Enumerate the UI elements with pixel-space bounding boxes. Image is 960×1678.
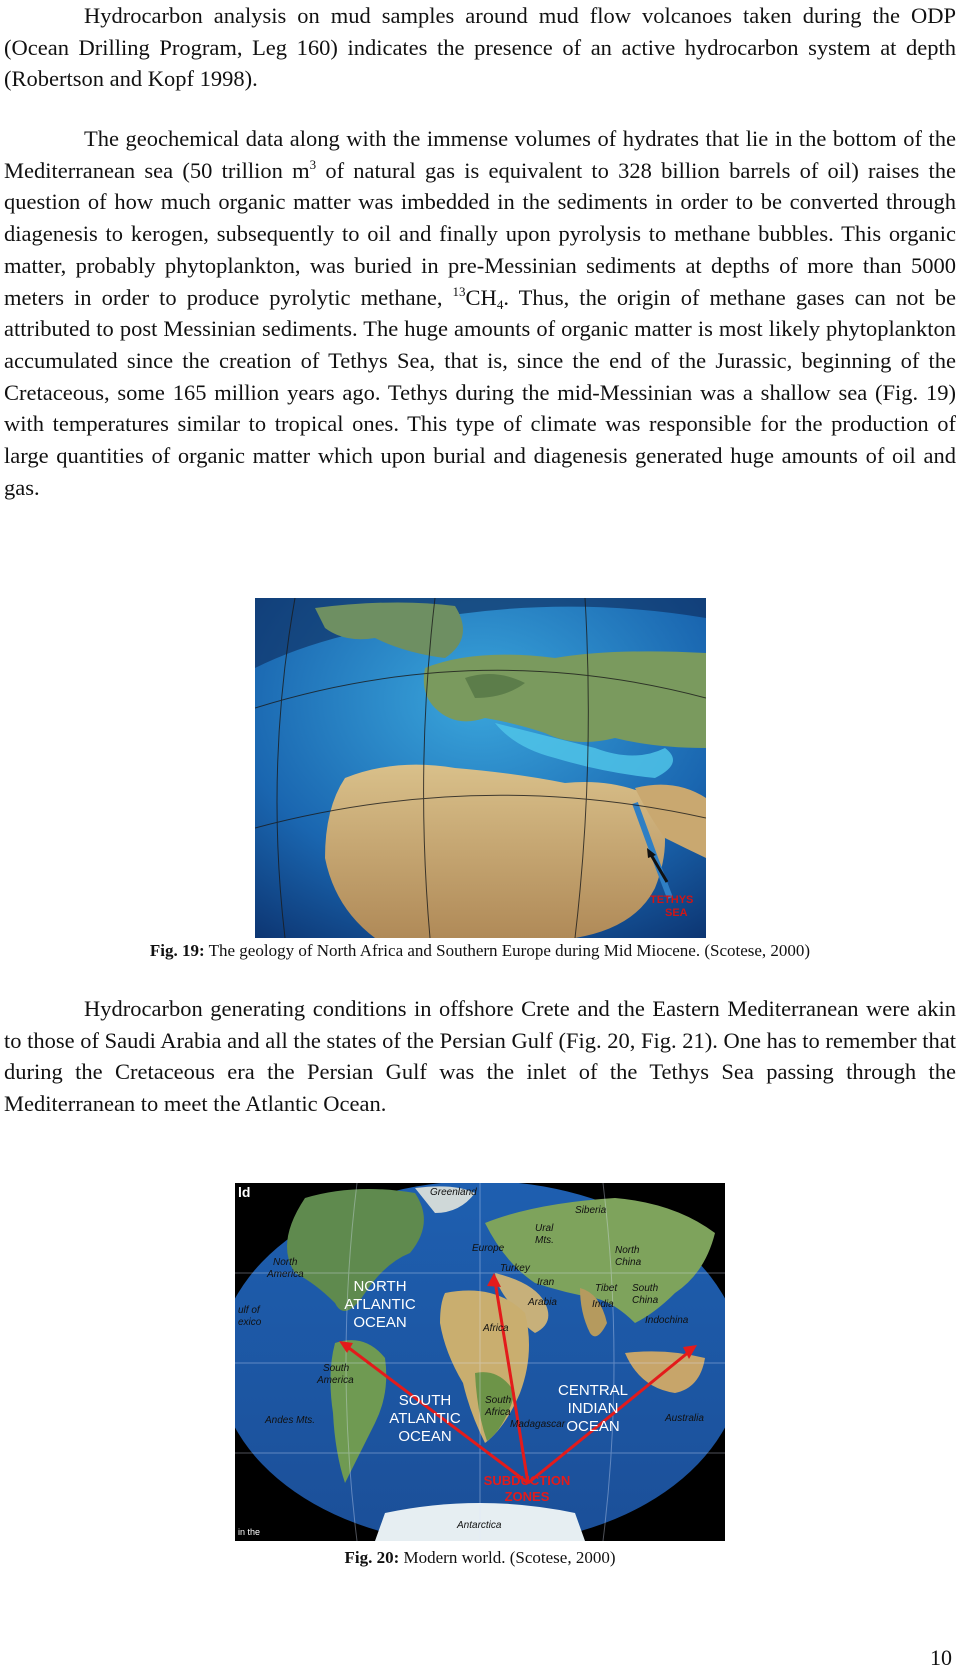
label-south-china-line-1: South: [632, 1283, 659, 1294]
label-south-america-line-1: South: [323, 1363, 350, 1374]
label-central-indian-line-1: CENTRAL: [557, 1382, 629, 1399]
figure-19-caption-text: The geology of North Africa and Southern Europe during Mid Miocene. (Scotese, 2000): [204, 941, 811, 960]
label-subduction-line-2: ZONES: [504, 1489, 550, 1504]
label-north-china-line-2: China: [615, 1257, 642, 1268]
label-tibet: Tibet: [595, 1283, 618, 1294]
label-australia: Australia: [665, 1413, 704, 1424]
label-south-atlantic-line-3: OCEAN: [398, 1428, 452, 1445]
tethys-label-line-1: TETHYS: [650, 894, 694, 906]
label-andes: Andes Mts.: [265, 1415, 316, 1426]
mid-miocene-globe-image: [255, 598, 706, 938]
label-europe: Europe: [472, 1243, 505, 1254]
paragraph-odp: Hydrocarbon analysis on mud samples around mud flow volcanoes taken during the ODP (Ocean Drilling Program, Leg 160) indicates the presence of an active hydrocarbon system at depth (Robertson and Kopf 1998).: [4, 3, 956, 92]
label-south-america-line-2: America: [317, 1375, 354, 1386]
label-greenland: Greenland: [430, 1187, 477, 1198]
label-turkey: Turkey: [500, 1263, 530, 1274]
p2-superscript-3: 3: [309, 156, 317, 172]
label-central-indian-line-3: OCEAN: [566, 1418, 620, 1435]
p2-superscript-13: 13: [452, 283, 466, 299]
modern-world-map-image: [235, 1183, 725, 1541]
label-iran: Iran: [537, 1277, 555, 1288]
paragraph-hydrocarbon-conditions: Hydrocarbon generating conditions in offshore Crete and the Eastern Mediterranean were akin to those of Saudi Arabia and all the states of the Persian Gulf (Fig. 20, Fig. 21). One has to remember that during the Cretaceous era the Persian Gulf was the inlet of the Tethys Sea passing through the Mediterranean to meet the Atlantic Ocean.: [4, 996, 956, 1117]
label-north-america-line-1: North: [273, 1257, 298, 1268]
figure-20-caption-label: Fig. 20:: [344, 1548, 400, 1567]
fig20-bottom-corner-label: in the: [238, 1527, 261, 1537]
p2-text-b: of natural gas is equivalent to 328 billion barrels of oil) raises the question of how much organic matter was imbedded in the sediments in order to be converted through diagenesis to kerogen, subsequently to oil and finally upon pyrolysis to methane bubbles. This organic matter, probably phytoplankton, was buried in pre-Messinian sediments at depths of more than 5000 meters in order to produce pyrolytic methane,: [4, 157, 956, 310]
label-antarctica: Antarctica: [457, 1520, 502, 1531]
label-central-indian-line-2: INDIAN: [567, 1400, 619, 1417]
figure-19-caption: [0, 941, 960, 961]
label-india: India: [592, 1299, 614, 1310]
figure-19-caption-label: Fig. 19:: [149, 941, 205, 960]
label-south-africa-line-1: South: [485, 1395, 512, 1406]
label-north-america-line-2: America: [267, 1269, 304, 1280]
label-gulf-line-2: exico: [238, 1317, 262, 1328]
label-north-atlantic-line-3: OCEAN: [353, 1314, 407, 1331]
figure-20-caption-text: Modern world. (Scotese, 2000): [399, 1548, 616, 1567]
label-siberia: Siberia: [575, 1205, 607, 1216]
label-africa: Africa: [483, 1323, 509, 1334]
label-arabia: Arabia: [528, 1297, 557, 1308]
label-indochina: Indochina: [645, 1315, 689, 1326]
tethys-label-line-2: SEA: [665, 907, 688, 919]
label-ural-line-2: Mts.: [535, 1235, 554, 1246]
p2-subscript-4: 4: [496, 296, 504, 312]
label-subduction-line-1: SUBDUCTION: [483, 1473, 571, 1488]
p2-text-d: . Thus, the origin of methane gases can not be attributed to post Messinian sediments. The huge amounts of organic matter is most likely phytoplankton accumulated since the creation of Tethys Sea, that is, since the end of the Jurassic, beginning of the Cretaceous, some 165 million years ago. Tethys during the mid-Messinian was a shallow sea (Fig. 19) with temperatures similar to tropical ones. This type of climate was responsible for the production of large quantities of organic matter which upon burial and diagenesis generated huge amounts of oil and gas.: [4, 284, 956, 500]
label-north-atlantic-line-1: NORTH: [353, 1278, 407, 1295]
label-south-atlantic-line-2: ATLANTIC: [389, 1410, 461, 1427]
label-north-atlantic-line-2: ATLANTIC: [344, 1296, 416, 1313]
fig20-corner-label: ld: [238, 1184, 251, 1200]
label-south-africa-line-2: Africa: [485, 1407, 511, 1418]
p2-text-a: The geochemical data along with the immense volumes of hydrates that lie in the bottom of the Mediterranean sea (50 trillion m: [4, 126, 956, 183]
figure-19-map: [255, 598, 706, 938]
label-north-china-line-1: North: [615, 1245, 640, 1256]
paragraph-geochemical: [4, 123, 956, 503]
label-south-china-line-2: China: [632, 1295, 659, 1306]
p2-text-c: CH: [465, 284, 497, 310]
label-ural-line-1: Ural: [535, 1223, 554, 1234]
label-south-atlantic-line-1: SOUTH: [398, 1392, 452, 1409]
figure-20-caption: [0, 1548, 960, 1568]
figure-20-map: [235, 1183, 725, 1541]
page-number: 10: [930, 1645, 952, 1670]
label-gulf-line-1: ulf of: [238, 1305, 260, 1316]
label-madagascar: Madagascar: [510, 1419, 566, 1430]
